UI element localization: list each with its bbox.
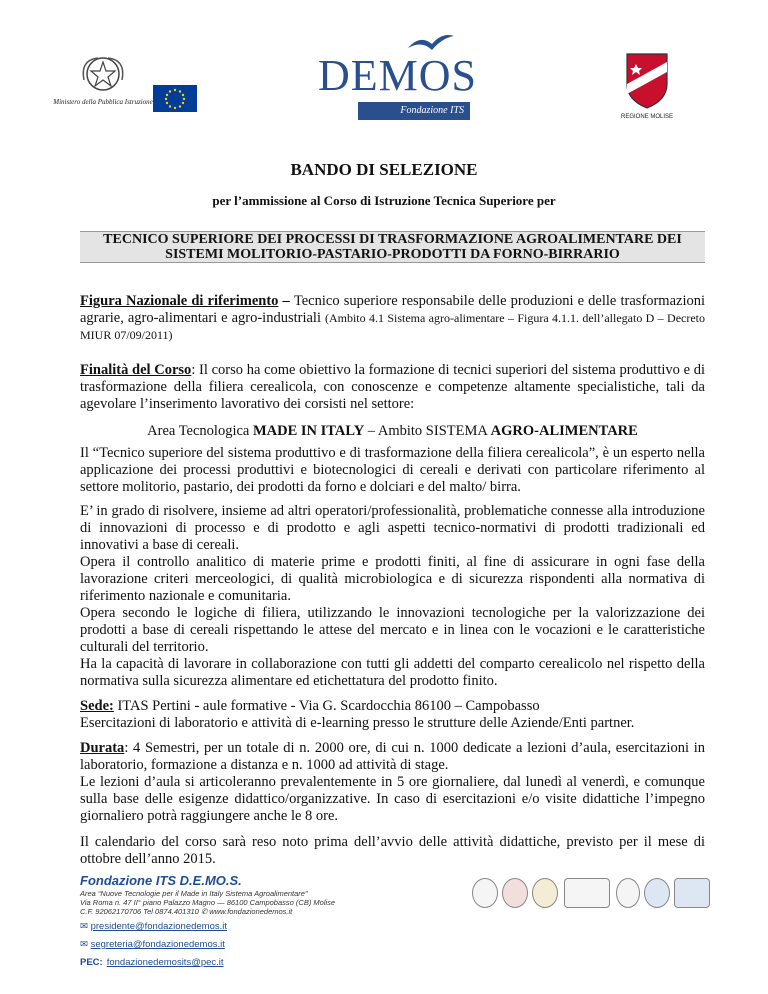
description-paragraph-3: Opera il controllo analitico di materie prime e prodotti finiti, al fine di assicurare in ogni fase della lavorazione criteri merceologici, di qualità microbiologica e di sicurezza rispondenti alla normativa di riferimento nazionale e comunitaria.	[80, 554, 705, 604]
finalita-paragraph	[80, 362, 705, 413]
ministry-text: Ministero della Pubblica Istruzione	[53, 98, 153, 106]
footer-org-name: Fondazione ITS D.E.MO.S.	[80, 873, 242, 888]
logo-row	[0, 0, 768, 135]
figura-ref: (Ambito 4.1 Sistema agro-alimentare – Figura 4.1.1. dell’allegato D – Decreto MIUR 07/09/2011)	[80, 311, 705, 342]
partner-logo-icon	[616, 878, 640, 908]
area-line	[80, 423, 705, 440]
sede-line2: Esercitazioni di laboratorio e attività di e-learning presso le strutture delle Aziende/Enti partner.	[80, 715, 635, 731]
footer-area: Area “Nuove Tecnologie per il Made in Italy Sistema Agroalimentare”	[80, 889, 308, 898]
figura-text: Tecnico superiore responsabile delle produzioni e delle trasformazioni agrarie, agro-alimentari e agro-industriali	[80, 293, 706, 326]
course-title-box	[80, 231, 705, 263]
molise-region-shield-icon	[622, 50, 672, 122]
description-block	[80, 503, 705, 690]
footer-pec-email[interactable]: fondazionedemosits@pec.it	[106, 957, 224, 968]
italian-republic-emblem-icon	[53, 50, 153, 122]
footer-cf: C.F. 92062170706 Tel 0874.401310 ✆ www.fondazionedemos.it	[80, 907, 293, 916]
footer-email-segreteria[interactable]: segreteria@fondazionedemos.it	[90, 939, 225, 950]
course-title-line2: SISTEMI MOLITORIO-PASTARIO-PRODOTTI DA FORNO-BIRRARIO	[165, 247, 620, 262]
calendario-paragraph: Il calendario del corso sarà reso noto prima dell’avvio delle attività didattiche, previsto per il mese di ottobre dell’anno 2015.	[80, 834, 705, 867]
description-paragraph-4: Opera secondo le logiche di filiera, utilizzando le innovazioni tecnologiche per la valorizzazione dei prodotti a base di cereali rispettando le attese del mercato e in linea con le vocazioni e le caratteristiche culturali del territorio.	[80, 605, 705, 655]
figura-paragraph	[80, 293, 705, 344]
sede-label: Sede:	[80, 698, 114, 714]
area-pre: Area Tecnologica	[147, 423, 253, 439]
durata-paragraph	[80, 740, 705, 825]
footer-pec-label: PEC:	[80, 957, 103, 968]
area-agro: AGRO-ALIMENTARE	[490, 423, 638, 439]
figura-label: Figura Nazionale di riferimento	[80, 293, 279, 309]
finalita-text: : Il corso ha come obiettivo la formazione di tecnici superiori del sistema produttivo e di trasformazione della filiera cerealicola, con conoscenze e competenze altamente specialistiche, tali da agevolare l’inserimento lavorativo dei corsisti nel settore:	[80, 362, 705, 412]
mail-icon: ✉	[80, 939, 91, 950]
area-made-in-italy: MADE IN ITALY	[252, 423, 365, 439]
mail-icon: ✉	[80, 921, 91, 932]
partner-logo-icon	[644, 878, 670, 908]
demos-logo	[318, 30, 478, 125]
sede-paragraph	[80, 698, 705, 732]
description-paragraph-2: E’ in grado di risolvere, insieme ad altri operatori/professionalità, problematiche connesse alla introduzione di innovazioni di processo e di prodotto e agli aspetti tecnico-normativi di prodotti tradizionali ed innovativi a base di cereali.	[80, 503, 705, 553]
partner-logo-icon	[674, 878, 710, 908]
figura-dash: –	[278, 293, 294, 309]
durata-text: : 4 Semestri, per un totale di n. 2000 ore, di cui n. 1000 dedicate a lezioni d’aula, esercitazioni in laboratorio, formazione a distanza e n. 1000 ad attività di stage.	[80, 740, 705, 773]
sede-text: ITAS Pertini - aule formative - Via G. Scardocchia 86100 – Campobasso	[113, 698, 540, 714]
course-title-line1: TECNICO SUPERIORE DEI PROCESSI DI TRASFORMAZIONE AGROALIMENTARE DEI	[103, 232, 682, 247]
finalita-label: Finalità del Corso	[80, 362, 192, 378]
page-title: BANDO DI SELEZIONE	[290, 160, 478, 179]
partner-logo-icon	[532, 878, 558, 908]
page-subtitle: per l’ammissione al Corso di Istruzione Tecnica Superiore per	[212, 193, 556, 208]
demos-wordmark: DEMOS	[318, 51, 478, 100]
area-mid: – Ambito SISTEMA	[364, 423, 491, 439]
description-paragraph-5: Ha la capacità di lavorare in collaborazione con tutti gli addetti del comparto cerealicolo nel rispetto della normativa sulla sicurezza alimentare ed etichettatura del prodotto finito.	[80, 656, 705, 689]
partner-logo-icon	[564, 878, 610, 908]
footer-email-presidente[interactable]: presidente@fondazionedemos.it	[90, 921, 228, 932]
eu-flag-icon	[153, 85, 197, 112]
partner-logo-icon	[502, 878, 528, 908]
partner-logos	[472, 878, 712, 908]
demos-subtitle: Fondazione ITS	[400, 105, 464, 116]
durata-line2: Le lezioni d’aula si articoleranno prevalentemente in 5 ore giornaliere, dal lunedì al venerdì, e comunque sulla base delle esigenze didattico/organizzative. In caso di esercitazioni e/o visite didattiche l’impegno giornaliero potrà raggiungere anche le 8 ore.	[80, 774, 705, 824]
footer-address: Via Roma n. 47 II° piano Palazzo Magno — 86100 Campobasso (CB) Molise	[80, 898, 336, 907]
region-text: REGIONE MOLISE	[620, 114, 674, 120]
durata-label: Durata	[80, 740, 125, 756]
partner-logo-icon	[472, 878, 498, 908]
description-paragraph-1: Il “Tecnico superiore del sistema produttivo e di trasformazione della filiera cerealicola”, è un esperto nella applicazione dei processi produttivi e biotecnologici di cereali e derivati con particolare riferimento al settore molitorio, pastario, dei prodotti da forno e dolciari e del malto/ birra.	[80, 445, 705, 495]
